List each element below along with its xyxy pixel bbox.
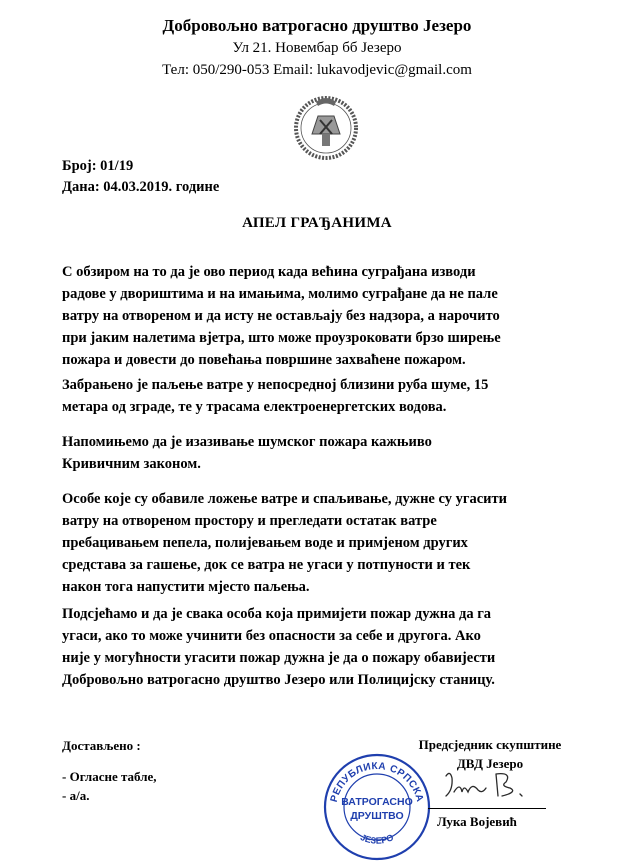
paragraph-5 xyxy=(62,603,582,691)
paragraph-line: средстава за гашење, док се ватра не угаси у потпуности и тек xyxy=(62,557,471,573)
stamp-line-2: ДРУШТВО xyxy=(350,810,404,822)
paragraph-2 xyxy=(62,374,582,418)
organization-address: Ул 21. Новембар бб Језеро xyxy=(232,40,402,56)
stamp-line-1: ВАТРОГАСНО xyxy=(341,796,413,808)
signature-line xyxy=(428,808,546,809)
delivered-to-label: Достављено : xyxy=(62,738,141,753)
document-date: Дана: 04.03.2019. године xyxy=(62,179,220,195)
paragraph-line: пожара и довести до повећања површине захваћене пожаром. xyxy=(62,352,466,368)
paragraph-line: С обзиром на то да је ово период када већина суграђана изводи xyxy=(62,264,476,280)
paragraph-3 xyxy=(62,431,582,475)
list-item: - а/а. xyxy=(62,788,90,803)
paragraph-line: при јаким налетима вјетра, што може проузроковати брзо ширење xyxy=(62,330,501,346)
paragraph-line: пребацивањем пепела, полијевањем воде и примјеном других xyxy=(62,535,468,551)
paragraph-line: Напомињемо да је изазивање шумског пожара кажњиво xyxy=(62,434,432,450)
paragraph-1 xyxy=(62,261,582,371)
handwritten-signature xyxy=(440,766,530,802)
document-number: Број: 01/19 xyxy=(62,158,134,174)
paragraph-4 xyxy=(62,488,582,598)
organization-contact: Тел: 050/290-053 Email: lukavodjevic@gmail.com xyxy=(162,62,472,78)
svg-text:ЈЕЗЕРО xyxy=(359,832,395,846)
paragraph-line: ватру на отвореном простору и прегледати остатак ватре xyxy=(62,513,437,529)
paragraph-line: Кривичним законом. xyxy=(62,456,201,472)
paragraph-line: Забрањено је паљење ватре у непосредној близини руба шуме, 15 xyxy=(62,377,489,393)
paragraph-line: није у могућности угасити пожар дужна је да о пожару обавијести xyxy=(62,650,496,666)
signatory-role-line-1: Предсједник скупштине xyxy=(418,737,562,752)
organization-name: Добровољно ватрогасно друштво Језеро xyxy=(162,16,472,35)
paragraph-line: угаси, ако то може учинити без опасности за себе и другога. Ако xyxy=(62,628,481,644)
paragraph-line: радове у двориштима и на имањима, молимо суграђане да не пале xyxy=(62,286,498,302)
document-title: АПЕЛ ГРАЂАНИМА xyxy=(242,215,392,231)
stamp-top-text: РЕПУБЛИКА СРПСКА xyxy=(328,760,426,804)
paragraph-line: Особе које су обавиле ложење ватре и спаљивање, дужне су угасити xyxy=(62,491,507,507)
paragraph-line: ватру на отвореном и да исту не остављају без надзора, а нарочито xyxy=(62,308,500,324)
signatory-role-line-2: ДВД Језеро xyxy=(456,756,524,771)
delivered-to-list xyxy=(62,767,157,805)
paragraph-line: Добровољно ватрогасно друштво Језеро или Полицијску станицу. xyxy=(62,672,495,688)
stamp-bottom-text: ЈЕЗЕРО xyxy=(358,832,396,846)
paragraph-line: метара од зграде, те у трасама електроенергетских водова. xyxy=(62,399,447,415)
paragraph-line: Подсјећамо и да је свака особа која примијети пожар дужна да га xyxy=(62,606,492,622)
fire-brigade-emblem-icon xyxy=(290,90,362,162)
signatory-name: Лука Војевић xyxy=(437,814,517,829)
list-item: - Огласне табле, xyxy=(62,769,157,784)
paragraph-line: након тога напустити мјесто паљења. xyxy=(62,579,310,595)
